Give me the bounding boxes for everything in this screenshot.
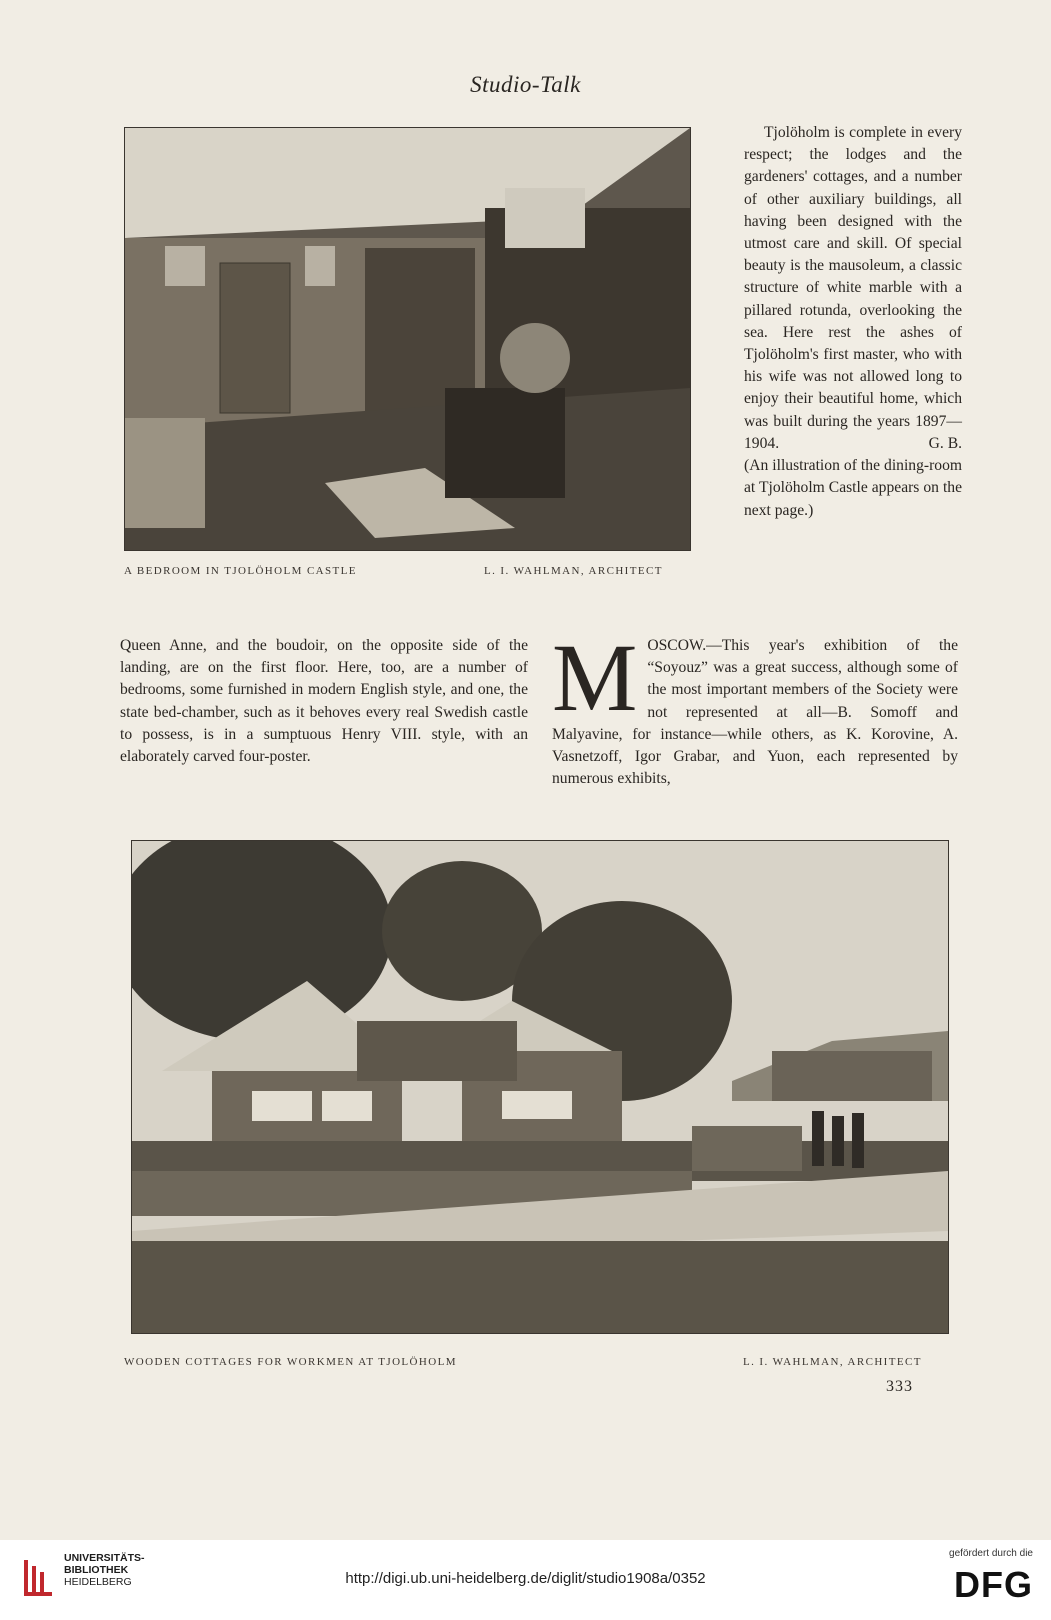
sidebar-note: (An illustration of the dining-room at Tjolöholm Castle appears on the next page.): [744, 457, 962, 519]
running-title: Studio-Talk: [470, 72, 581, 97]
funder-label: gefördert durch die: [949, 1548, 1033, 1559]
footer-bar: [0, 1540, 1051, 1620]
bedroom-photo-illustration: [125, 128, 690, 550]
sidebar-column: [744, 122, 962, 522]
right-column-text: OSCOW.—This year's exhibition of the “Soyouz” was a great success, although some of the most important members of the Society were not represented at all—B. Somoff and Malyavine, for instance—while others, as K. Korovine, A. Vasnetzoff, Igor Grabar, and Yuon, each represented by numerous exhibits,: [552, 637, 958, 788]
figure2-caption-right: L. I. WAHLMAN, ARCHITECT: [743, 1356, 922, 1368]
sidebar-signature: G. B.: [928, 435, 962, 453]
source-url-link[interactable]: http://digi.ub.uni-heidelberg.de/diglit/studio1908a/0352: [345, 1570, 706, 1587]
left-column: [120, 635, 528, 768]
figure1-caption-right: L. I. WAHLMAN, ARCHITECT: [484, 565, 663, 577]
dfg-logo: DFG: [954, 1564, 1033, 1605]
library-name-line3: HEIDELBERG: [64, 1576, 132, 1588]
figure2-caption-left: WOODEN COTTAGES FOR WORKMEN AT TJOLÖHOLM: [124, 1356, 457, 1368]
cottages-photo: [131, 840, 949, 1334]
drop-cap: M: [552, 624, 638, 731]
bedroom-photo: [124, 127, 691, 551]
library-name-line1: UNIVERSITÄTS-: [64, 1552, 145, 1564]
page-number: 333: [886, 1378, 913, 1395]
library-name-line2: BIBLIOTHEK: [64, 1564, 129, 1576]
figure1-caption-left: A BEDROOM IN TJOLÖHOLM CASTLE: [124, 565, 357, 577]
right-column: [552, 624, 958, 790]
left-column-paragraph: Queen Anne, and the boudoir, on the opposite side of the landing, are on the first floor. Here, too, are a number of bedrooms, some furnished in modern English style, and one, the state bed-chamber, such as it behoves every real Swedish castle to possess, is in a sumptuous Henry VIII. style, with an elaborately carved four-poster.: [120, 637, 528, 766]
sidebar-paragraph: Tjolöholm is complete in every respect; the lodges and the gardeners' cottages, and a number of other auxiliary buildings, all having been designed with the utmost care and skill. Of special beauty is the mausoleum, a classic structure of white marble with a pillared rotunda, overlooking the sea. Here rest the ashes of Tjolöholm's first master, who with his wife was not allowed long to enjoy their beautiful home, which was built during the years 1897—1904.: [744, 124, 962, 452]
cottages-photo-illustration: [132, 841, 948, 1333]
right-column-paragraph: [552, 624, 958, 790]
